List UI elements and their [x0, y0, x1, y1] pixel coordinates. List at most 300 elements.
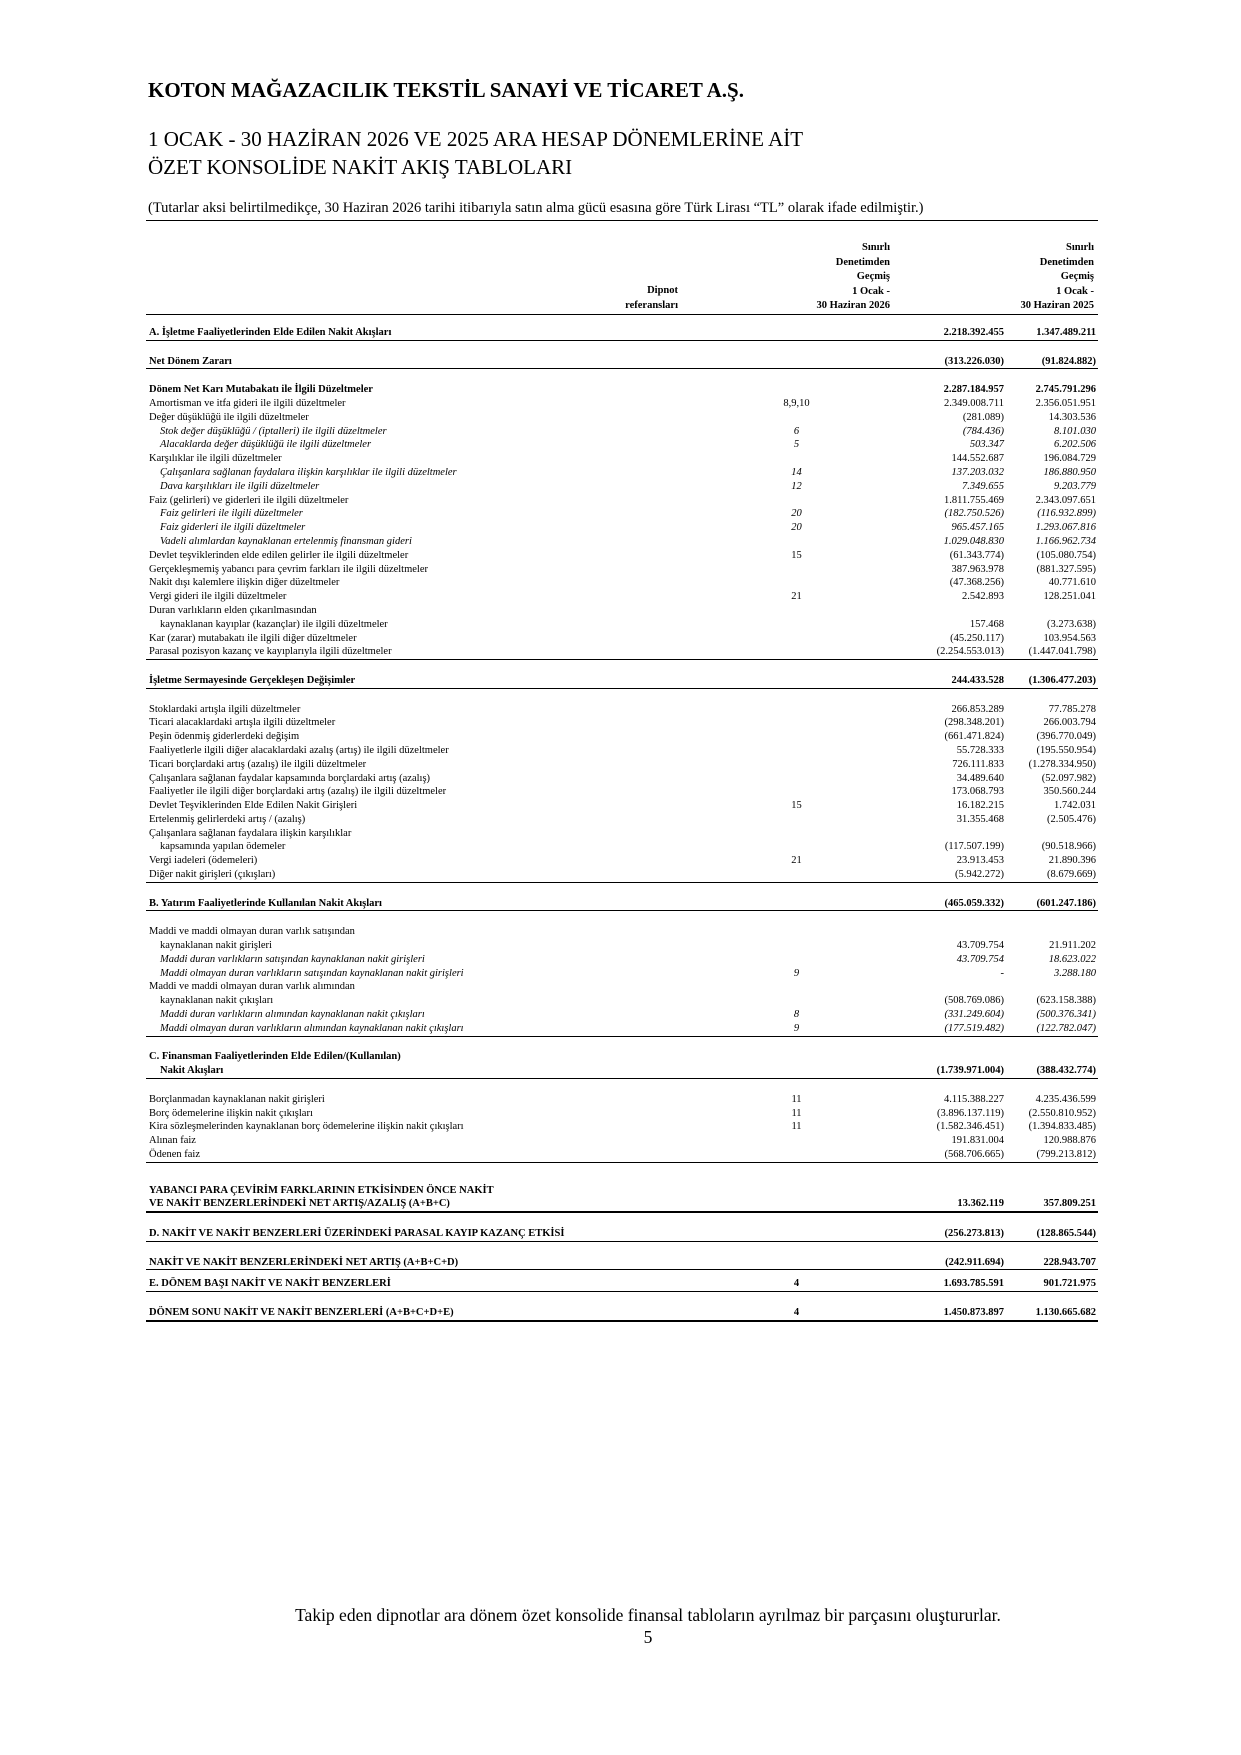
- value-2025: 18.623.022: [1048, 953, 1096, 965]
- value-2026: 173.068.793: [951, 786, 1004, 798]
- value-2025: (500.376.341): [1036, 1009, 1096, 1021]
- line-item-label: Parasal pozisyon kazanç ve kayıplarıyla ilgili düzeltmeler: [146, 645, 679, 659]
- section-total-row: [146, 1256, 1098, 1270]
- spacer-cell: [146, 1292, 1098, 1306]
- line-item-label: kapsamında yapılan ödemeler: [160, 841, 286, 853]
- note-reference: [679, 618, 874, 632]
- value-2025: 2.745.791.296: [1035, 384, 1096, 396]
- note-reference: [679, 383, 874, 397]
- note-reference: 8,9,10: [783, 397, 810, 409]
- note-reference: 4: [679, 1277, 874, 1291]
- value-2026: (256.273.813): [874, 1227, 1004, 1241]
- line-item-label: Faaliyetlerle ilgili diğer alacaklardaki azalış (artış) ile ilgili düzeltmeler: [149, 744, 449, 756]
- value-2026: 23.913.453: [956, 855, 1004, 867]
- line-item-label: Borç ödemelerine ilişkin nakit çıkışları: [149, 1107, 313, 1119]
- line-item-label: Nakit dışı kalemlere ilişkin diğer düzeltmeler: [149, 577, 340, 589]
- value-2025: 228.943.707: [1004, 1256, 1098, 1270]
- spacer-row: [146, 882, 1098, 896]
- value-2025: (116.932.899): [1037, 508, 1096, 520]
- value-2025: (1.278.334.950): [1028, 758, 1096, 770]
- section-total-row: [146, 1227, 1098, 1241]
- spacer-row: [146, 688, 1098, 702]
- value-2026: [874, 1050, 1004, 1064]
- note-reference: [679, 827, 874, 841]
- value-2025: 186.880.950: [1043, 466, 1096, 478]
- value-2025: 128.251.041: [1043, 591, 1096, 603]
- spacer-row: [146, 1036, 1098, 1050]
- line-item-label: Dava karşılıkları ile ilgili düzeltmeler: [160, 480, 320, 492]
- value-2026: 43.709.754: [956, 940, 1004, 952]
- spacer-cell: [146, 911, 1098, 925]
- line-item-row: [146, 925, 1098, 939]
- note-reference: [679, 576, 874, 590]
- value-2026: (508.769.086): [944, 995, 1004, 1007]
- value-2026: (45.250.117): [950, 632, 1004, 644]
- value-2026: [874, 925, 1004, 939]
- value-2026: 2.287.184.957: [943, 384, 1004, 396]
- column-header-2025-line: Denetimden: [1039, 256, 1094, 268]
- value-2026: 726.111.833: [952, 758, 1004, 770]
- spacer-cell: [146, 660, 1098, 674]
- line-item-label: YABANCI PARA ÇEVİRİM FARKLARININ ETKİSİNDEN ÖNCE NAKİT: [149, 1184, 494, 1196]
- value-2026: (117.507.199): [944, 841, 1004, 853]
- spacer-cell: [146, 882, 1098, 896]
- note-reference: 21: [791, 855, 802, 867]
- note-reference: [679, 813, 874, 827]
- value-2025: 2.356.051.951: [1035, 397, 1096, 409]
- note-reference: [679, 703, 874, 717]
- value-2025: 8.101.030: [1054, 425, 1096, 437]
- line-item-row: [146, 967, 1098, 981]
- value-2025: 1.130.665.682: [1004, 1306, 1098, 1321]
- value-2025: [1004, 827, 1098, 841]
- currency-note: (Tutarlar aksi belirtilmedikçe, 30 Haziran 2026 tarihi itibarıyla satın alma gücü esasına göre Türk Lirası “TL” olarak ifade edilmiştir.): [148, 200, 924, 216]
- spacer-row: [146, 1212, 1098, 1227]
- section-total-row: [146, 355, 1098, 369]
- line-item-row: [146, 563, 1098, 577]
- line-item-label: Stoklardaki artışla ilgili düzeltmeler: [149, 703, 301, 715]
- line-item-label: VE NAKİT BENZERLERİNDEKİ NET ARTIŞ/AZALIŞ (A+B+C): [146, 1197, 679, 1212]
- value-2025: 14.303.536: [1048, 411, 1096, 423]
- value-2026: 13.362.119: [874, 1197, 1004, 1212]
- line-item-row: [146, 854, 1098, 868]
- value-2025: (52.097.982): [1041, 772, 1096, 784]
- line-item-row: [146, 703, 1098, 717]
- value-2026: (784.436): [962, 425, 1004, 437]
- value-2025: 40.771.610: [1048, 577, 1096, 589]
- value-2026: [874, 980, 1004, 994]
- value-2025: (396.770.049): [1036, 731, 1096, 743]
- line-item-label: Maddi olmayan duran varlıkların satışından kaynaklanan nakit girişleri: [160, 967, 464, 979]
- value-2025: (623.158.388): [1036, 995, 1096, 1007]
- note-reference: [679, 1184, 874, 1198]
- section-total-row: [146, 1064, 1098, 1078]
- spacer-cell: [146, 340, 1098, 354]
- line-item-label: Borçlanmadan kaynaklanan nakit girişleri: [149, 1093, 325, 1105]
- value-2026: (568.706.665): [874, 1148, 1004, 1162]
- value-2025: 1.293.067.816: [1035, 522, 1096, 534]
- value-2026: (661.471.824): [944, 731, 1004, 743]
- line-item-label: Vergi iadeleri (ödemeleri): [149, 855, 258, 867]
- line-item-label: Diğer nakit girişleri (çıkışları): [146, 868, 679, 882]
- line-item-label: Faiz giderleri ile ilgili düzeltmeler: [160, 522, 306, 534]
- line-item-label: Maddi ve maddi olmayan duran varlık satışından: [149, 926, 355, 938]
- spacer-row: [146, 1162, 1098, 1176]
- line-item-label: İşletme Sermayesinde Gerçekleşen Değişimler: [146, 674, 679, 688]
- spacer-row: [146, 660, 1098, 674]
- value-2025: (3.273.638): [1047, 618, 1096, 630]
- value-2026: 7.349.655: [962, 480, 1004, 492]
- line-item-label: kaynaklanan kayıplar (kazançlar) ile ilgili düzeltmeler: [160, 618, 388, 630]
- line-item-label: E. DÖNEM BAŞI NAKİT VE NAKİT BENZERLERİ: [146, 1277, 679, 1291]
- value-2026: 503.347: [969, 439, 1004, 451]
- value-2026: (1.739.971.004): [874, 1064, 1004, 1078]
- line-item-label: Vadeli alımlardan kaynaklanan ertelenmiş finansman gideri: [160, 535, 412, 547]
- line-item-row: [146, 576, 1098, 590]
- note-reference: [679, 939, 874, 953]
- value-2026: 191.831.004: [951, 1135, 1004, 1147]
- note-reference: 9: [793, 967, 800, 979]
- column-header-ref: [560, 284, 678, 313]
- note-reference: [679, 563, 874, 577]
- column-header-2025-line: 30 Haziran 2025: [1020, 300, 1094, 311]
- spacer-row: [146, 1241, 1098, 1255]
- value-2025: (122.782.047): [1004, 1022, 1098, 1036]
- note-reference: [679, 604, 874, 618]
- note-reference: [679, 452, 874, 466]
- note-reference: [679, 758, 874, 772]
- line-item-label: Ticari alacaklardaki artışla ilgili düzeltmeler: [149, 717, 336, 729]
- line-item-row: [146, 425, 1098, 439]
- note-reference: [679, 355, 874, 369]
- value-2026: [874, 827, 1004, 841]
- note-reference: [679, 868, 874, 882]
- value-2026: [874, 1184, 1004, 1198]
- value-2025: (799.213.812): [1004, 1148, 1098, 1162]
- value-2026: 43.709.754: [956, 953, 1004, 965]
- note-reference: 5: [793, 439, 800, 451]
- note-reference: 11: [791, 1093, 802, 1105]
- line-item-row: [146, 632, 1098, 646]
- note-reference: [679, 1227, 874, 1241]
- line-item-row: [146, 868, 1098, 882]
- column-header-2026: [740, 241, 890, 314]
- value-2025: 266.003.794: [1043, 717, 1096, 729]
- section-total-row: [146, 897, 1098, 911]
- column-header-ref-line: Dipnot: [647, 285, 678, 296]
- note-reference: [679, 744, 874, 758]
- value-2025: (2.550.810.952): [1028, 1107, 1096, 1119]
- line-item-label: Net Dönem Zararı: [146, 355, 679, 369]
- note-reference: 11: [791, 1107, 802, 1119]
- value-2025: (195.550.954): [1036, 744, 1096, 756]
- value-2025: 120.988.876: [1043, 1135, 1096, 1147]
- line-item-label: C. Finansman Faaliyetlerinden Elde Edilen/(Kullanılan): [149, 1051, 401, 1063]
- note-reference: [679, 785, 874, 799]
- value-2025: 1.347.489.211: [1004, 326, 1098, 340]
- value-2026: (281.089): [962, 411, 1004, 423]
- column-header-ref-line: referansları: [625, 299, 678, 311]
- spacer-cell: [146, 369, 1098, 383]
- line-item-label: Değer düşüklüğü ile ilgili düzeltmeler: [149, 411, 309, 423]
- cash-flow-table-body: [146, 326, 1098, 1321]
- line-item-label: Ödenen faiz: [146, 1148, 679, 1162]
- line-item-label: Maddi duran varlıkların alımından kaynaklanan nakit çıkışları: [160, 1009, 425, 1021]
- note-reference: [679, 716, 874, 730]
- note-reference: 12: [791, 480, 802, 492]
- spacer-row: [146, 1079, 1098, 1093]
- note-reference: 9: [679, 1022, 874, 1036]
- note-reference: 21: [791, 591, 802, 603]
- spacer-cell: [146, 688, 1098, 702]
- section-total-row: [146, 326, 1098, 340]
- value-2025: [1004, 1184, 1098, 1198]
- value-2025: 350.560.244: [1043, 786, 1096, 798]
- note-reference: 8: [793, 1009, 800, 1021]
- value-2026: 4.115.388.227: [944, 1093, 1004, 1105]
- line-item-row: [146, 466, 1098, 480]
- note-reference: [679, 411, 874, 425]
- value-2026: (242.911.694): [874, 1256, 1004, 1270]
- column-header-2026-line: Geçmiş: [856, 271, 890, 282]
- spacer-cell: [146, 1036, 1098, 1050]
- line-item-row: [146, 730, 1098, 744]
- value-2025: (388.432.774): [1004, 1064, 1098, 1078]
- value-2025: (2.505.476): [1047, 813, 1096, 825]
- line-item-row: [146, 397, 1098, 411]
- line-item-label: Faaliyetler ile ilgili diğer borçlardaki artış (azalış) ile ilgili düzeltmeler: [149, 786, 447, 798]
- line-item-label: NAKİT VE NAKİT BENZERLERİNDEKİ NET ARTIŞ (A+B+C+D): [146, 1256, 679, 1270]
- value-2025: (1.306.477.203): [1004, 674, 1098, 688]
- line-item-row: [146, 507, 1098, 521]
- line-item-row: [146, 1008, 1098, 1022]
- column-header-divider: [146, 314, 1098, 315]
- line-item-row: [146, 744, 1098, 758]
- line-item-row: [146, 1022, 1098, 1036]
- value-2026: 34.489.640: [956, 772, 1004, 784]
- value-2025: 9.203.779: [1054, 480, 1096, 492]
- spacer-row: [146, 1177, 1098, 1184]
- value-2026: 2.218.392.455: [874, 326, 1004, 340]
- value-2026: 244.433.528: [874, 674, 1004, 688]
- value-2025: (1.394.833.485): [1028, 1121, 1096, 1133]
- line-item-label: Maddi ve maddi olmayan duran varlık alımından: [149, 981, 355, 993]
- value-2025: 6.202.506: [1054, 439, 1096, 451]
- value-2025: (1.447.041.798): [1004, 645, 1098, 659]
- company-name: KOTON MAĞAZACILIK TEKSTİL SANAYİ VE TİCARET A.Ş.: [148, 78, 744, 102]
- value-2026: (298.348.201): [944, 717, 1004, 729]
- note-reference: [679, 494, 874, 508]
- line-item-label: Vergi gideri ile ilgili düzeltmeler: [149, 591, 287, 603]
- value-2026: (2.254.553.013): [874, 645, 1004, 659]
- value-2025: 4.235.436.599: [1035, 1093, 1096, 1105]
- line-item-label: Faiz gelirleri ile ilgili düzeltmeler: [160, 508, 303, 520]
- note-reference: [679, 1050, 874, 1064]
- spacer-row: [146, 369, 1098, 383]
- column-header-2025-line: 1 Ocak -: [1056, 285, 1094, 297]
- spacer-cell: [146, 1212, 1098, 1227]
- value-2026: 31.355.468: [956, 813, 1004, 825]
- value-2026: 266.853.289: [951, 703, 1004, 715]
- line-item-row: [146, 953, 1098, 967]
- spacer-row: [146, 911, 1098, 925]
- value-2025: (881.327.595): [1036, 563, 1096, 575]
- value-2025: 357.809.251: [1004, 1197, 1098, 1212]
- value-2026: 1.693.785.591: [874, 1277, 1004, 1291]
- line-item-label: kaynaklanan nakit çıkışları: [160, 995, 274, 1007]
- value-2025: [1004, 925, 1098, 939]
- section-total-row: [146, 1050, 1098, 1064]
- note-reference: [679, 1134, 874, 1148]
- line-item-label: Çalışanlara sağlanan faydalara ilişkin karşılıklar ile ilgili düzeltmeler: [160, 466, 457, 478]
- line-item-label: Kira sözleşmelerinden kaynaklanan borç ödemelerine ilişkin nakit çıkışları: [149, 1121, 464, 1133]
- value-2026: 157.468: [969, 618, 1004, 630]
- value-2025: 2.343.097.651: [1035, 494, 1096, 506]
- note-reference: 6: [793, 425, 800, 437]
- note-reference: [679, 840, 874, 854]
- line-item-label: Dönem Net Karı Mutabakatı ile İlgili Düzeltmeler: [149, 384, 373, 396]
- line-item-label: DÖNEM SONU NAKİT VE NAKİT BENZERLERİ (A+B+C+D+E): [146, 1306, 679, 1321]
- line-item-label: Stok değer düşüklüğü / (iptalleri) ile ilgili düzeltmeler: [160, 425, 387, 437]
- spacer-cell: [146, 1241, 1098, 1255]
- value-2026: [874, 604, 1004, 618]
- spacer-row: [146, 1292, 1098, 1306]
- note-reference: [679, 730, 874, 744]
- note-reference: 14: [791, 466, 802, 478]
- line-item-row: [146, 939, 1098, 953]
- line-item-label: D. NAKİT VE NAKİT BENZERLERİ ÜZERİNDEKİ PARASAL KAYIP KAZANÇ ETKİSİ: [146, 1227, 679, 1241]
- value-2025: 21.890.396: [1048, 855, 1096, 867]
- footer-note: Takip eden dipnotlar ara dönem özet konsolide finansal tabloların ayrılmaz bir parçasını oluştururlar.: [295, 1605, 1001, 1625]
- value-2025: 196.084.729: [1043, 453, 1096, 465]
- value-2026: -: [1000, 967, 1004, 979]
- line-item-row: [146, 480, 1098, 494]
- value-2026: 55.728.333: [956, 744, 1004, 756]
- line-item-row: [146, 494, 1098, 508]
- column-header-2026-line: 30 Haziran 2026: [816, 300, 890, 311]
- note-reference: [679, 897, 874, 911]
- value-2025: (128.865.544): [1004, 1227, 1098, 1241]
- value-2026: (61.343.774): [949, 549, 1004, 561]
- line-item-row: [146, 1093, 1098, 1107]
- column-header-2025: [940, 241, 1094, 314]
- line-item-row: [146, 772, 1098, 786]
- value-2025: 1.166.962.734: [1035, 535, 1096, 547]
- section-total-row: [146, 1306, 1098, 1321]
- spacer-cell: [146, 1162, 1098, 1176]
- column-header-2026-line: Denetimden: [835, 256, 890, 268]
- line-item-row: [146, 411, 1098, 425]
- line-item-label: Nakit Akışları: [146, 1064, 679, 1078]
- line-item-label: Amortisman ve itfa gideri ile ilgili düzeltmeler: [149, 397, 346, 409]
- value-2026: (331.249.604): [944, 1009, 1004, 1021]
- note-reference: [679, 1064, 874, 1078]
- value-2026: (465.059.332): [874, 897, 1004, 911]
- value-2025: (8.679.669): [1004, 868, 1098, 882]
- line-item-row: [146, 618, 1098, 632]
- section-total-row: [146, 1184, 1098, 1198]
- line-item-row: [146, 645, 1098, 659]
- note-reference: [679, 772, 874, 786]
- note-reference: [679, 535, 874, 549]
- value-2025: 77.785.278: [1048, 703, 1096, 715]
- line-item-row: [146, 980, 1098, 994]
- line-item-row: [146, 590, 1098, 604]
- line-item-label: Devlet teşviklerinden elde edilen gelirler ile ilgili düzeltmeler: [149, 549, 409, 561]
- line-item-row: [146, 716, 1098, 730]
- spacer-row: [146, 340, 1098, 354]
- note-reference: 20: [791, 508, 802, 520]
- line-item-row: [146, 827, 1098, 841]
- note-reference: 15: [791, 549, 802, 561]
- value-2026: (3.896.137.119): [937, 1107, 1004, 1119]
- note-reference: [679, 1148, 874, 1162]
- line-item-row: [146, 1148, 1098, 1162]
- value-2025: 21.911.202: [1049, 940, 1096, 952]
- line-item-label: kaynaklanan nakit girişleri: [160, 940, 272, 952]
- line-item-row: [146, 604, 1098, 618]
- value-2026: 2.542.893: [962, 591, 1004, 603]
- column-header-2026-line: Sınırlı: [861, 242, 890, 253]
- cash-flow-table: [146, 326, 1098, 1322]
- line-item-row: [146, 438, 1098, 452]
- section-total-row: [146, 674, 1098, 688]
- line-item-row: [146, 535, 1098, 549]
- line-item-row: [146, 1120, 1098, 1134]
- header-divider: [146, 220, 1098, 221]
- section-total-row: [146, 1277, 1098, 1291]
- value-2026: 144.552.687: [951, 453, 1004, 465]
- line-item-row: [146, 785, 1098, 799]
- value-2026: (5.942.272): [874, 868, 1004, 882]
- line-item-label: B. Yatırım Faaliyetlerinde Kullanılan Nakit Akışları: [146, 897, 679, 911]
- value-2025: 3.288.180: [1054, 967, 1096, 979]
- value-2025: [1004, 1050, 1098, 1064]
- note-reference: [679, 326, 874, 340]
- line-item-label: Peşin ödenmiş giderlerdeki değişim: [149, 731, 300, 743]
- line-item-label: Devlet Teşviklerinden Elde Edilen Nakit Girişleri: [149, 800, 358, 812]
- line-item-label: Ticari borçlardaki artış (azalış) ile ilgili düzeltmeler: [149, 758, 367, 770]
- note-reference: [679, 645, 874, 659]
- value-2026: 387.963.978: [951, 563, 1004, 575]
- line-item-label: Gerçekleşmemiş yabancı para çevrim farkları ile ilgili düzeltmeler: [149, 563, 428, 575]
- line-item-row: [146, 994, 1098, 1008]
- note-reference: [679, 994, 874, 1008]
- value-2026: (313.226.030): [874, 355, 1004, 369]
- value-2026: (182.750.526): [944, 508, 1004, 520]
- line-item-label: Karşılıklar ile ilgili düzeltmeler: [149, 453, 282, 465]
- spacer-cell: [146, 1177, 1098, 1184]
- value-2025: (105.080.754): [1036, 549, 1096, 561]
- value-2026: (47.368.256): [949, 577, 1004, 589]
- value-2026: 1.450.873.897: [874, 1306, 1004, 1321]
- value-2025: 1.742.031: [1054, 800, 1096, 812]
- section-total-row: [146, 383, 1098, 397]
- statement-title-line-2: ÖZET KONSOLİDE NAKİT AKIŞ TABLOLARI: [148, 155, 573, 179]
- line-item-label: Ertelenmiş gelirlerdeki artış / (azalış): [149, 813, 306, 825]
- note-reference: [679, 925, 874, 939]
- line-item-row: [146, 840, 1098, 854]
- line-item-label: Faiz (gelirleri) ve giderleri ile ilgili düzeltmeler: [149, 494, 349, 506]
- value-2026: 16.182.215: [956, 800, 1004, 812]
- line-item-label: Kar (zarar) mutabakatı ile ilgili diğer düzeltmeler: [149, 632, 357, 644]
- value-2025: 103.954.563: [1043, 632, 1096, 644]
- line-item-row: [146, 1107, 1098, 1121]
- value-2026: (177.519.482): [874, 1022, 1004, 1036]
- note-reference: 20: [791, 522, 802, 534]
- value-2025: [1004, 980, 1098, 994]
- note-reference: [679, 1197, 874, 1212]
